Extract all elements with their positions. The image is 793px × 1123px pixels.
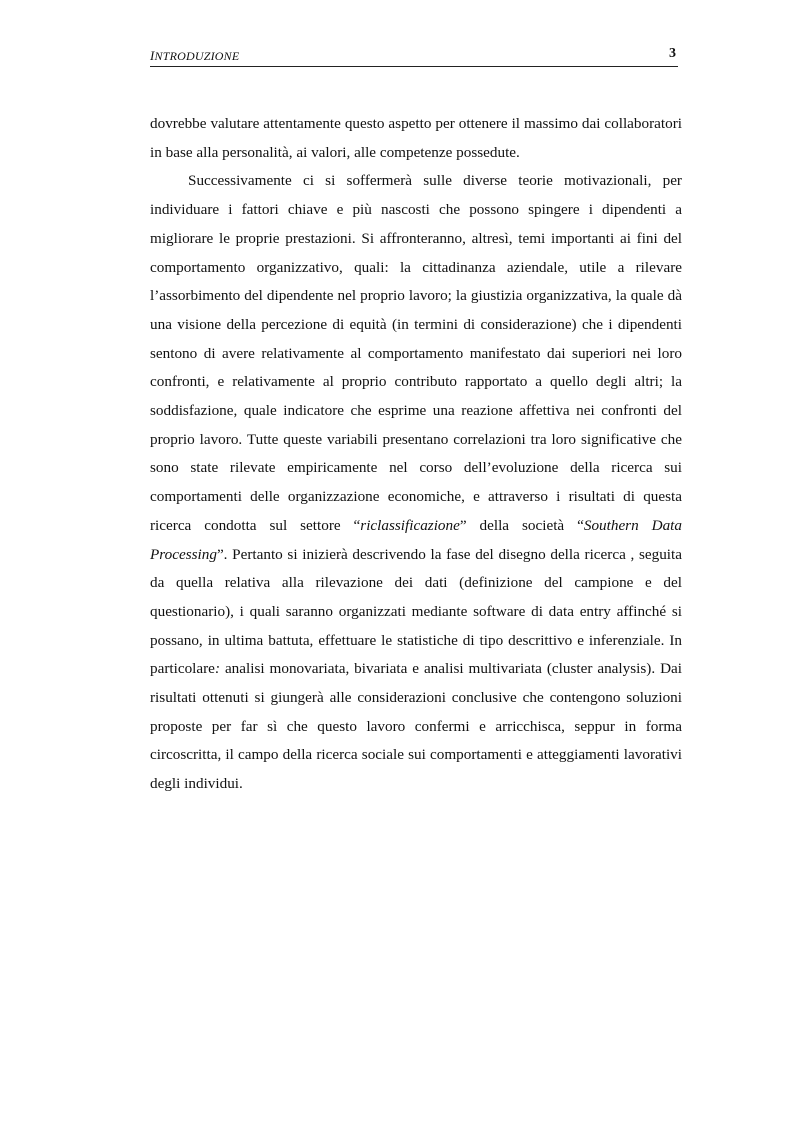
paragraph-2-part-b: ” della società “: [459, 516, 584, 534]
chapter-title-rest: NTRODUZIONE: [154, 49, 240, 63]
paragraph-2: [150, 167, 682, 798]
paragraph-1: dovrebbe valutare attentamente questo aspetto per ottenere il massimo dai collaboratori in base alla personalità, ai valori, alle competenze possedute.: [150, 115, 682, 161]
term-riclassificazione: riclassificazione: [360, 516, 460, 534]
paragraph-2-part-c: ”. Pertanto si inizierà descrivendo la fase del disegno della ricerca , seguita da quella relativa alla rilevazione dei dati (definizione del campione e del questionario), i quali saranno organizzati mediante software di data entry affinché si possano, in ultima battuta, effettuare le statistiche di tipo descrittivo e inferenziale. In particolare: [150, 545, 682, 678]
company-name: Southern Data Processing: [150, 516, 682, 563]
body-text: [150, 110, 682, 799]
running-header: [150, 44, 678, 67]
paragraph-2-part-d: analisi monovariata, bivariata e analisi multivariata (cluster analysis). Dai risultati ottenuti si giungerà alle considerazioni conclusive che contengono soluzioni proposte per far sì che questo lavoro confermi e arricchisca, seppur in forma circoscritta, il campo della ricerca sociale sui comportamenti e atteggiamenti lavorativi degli individui.: [150, 660, 682, 793]
chapter-title: [150, 48, 239, 64]
page-number: 3: [669, 46, 676, 61]
chapter-title-initial: I: [150, 48, 155, 63]
italic-colon: :: [214, 660, 220, 678]
paragraph-2-part-a: Successivamente ci si soffermerà sulle diverse teorie motivazionali, per individuare i fattori chiave e più nascosti che possono spingere i dipendenti a migliorare le proprie prestazioni. Si affronteranno, altresì, temi importanti ai fini del comportamento organizzativo, quali: la cittadinanza aziendale, utile a rilevare l’assorbimento del dipendente nel proprio lavoro; la giustizia organizzativa, la quale dà una visione della percezione di equità (in termini di considerazione) che i dipendenti sentono di avere relativamente al comportamento manifestato dai superiori nei loro confronti, e relativamente al proprio contributo rapportato a quello degli altri; la soddisfazione, quale indicatore che esprime una reazione affettiva nei confronti del proprio lavoro. Tutte queste variabili presentano correlazioni tra loro significative che sono state rilevate empiricamente nel corso dell’evoluzione della ricerca sui comportamenti delle organizzazione economiche, e attraverso i risultati di questa ricerca condotta sul settore “: [150, 172, 682, 534]
